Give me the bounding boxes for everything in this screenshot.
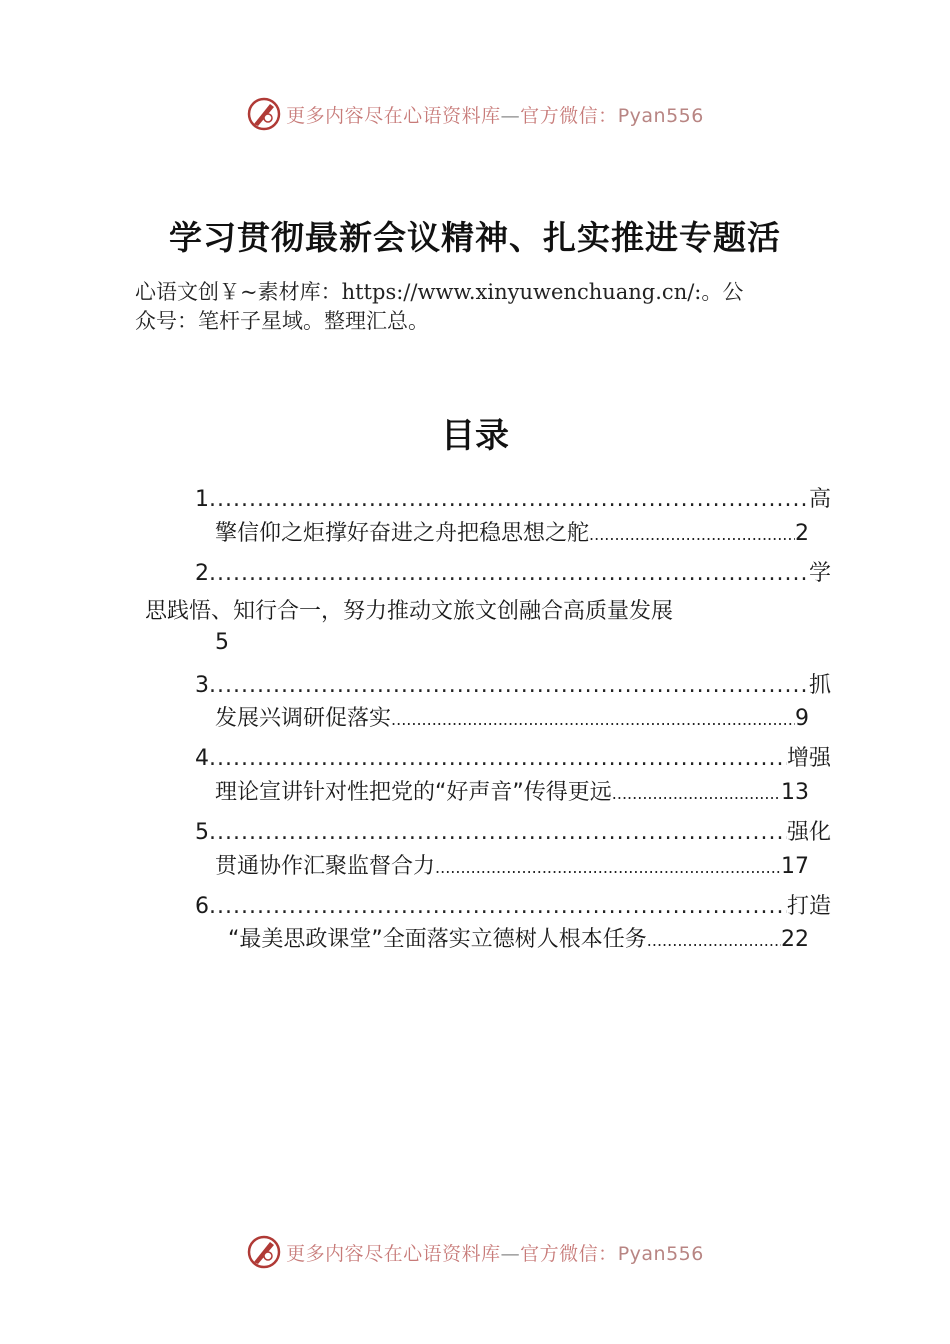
toc-entry-2[interactable] [195, 556, 831, 588]
toc-entry-3-cont[interactable] [215, 701, 809, 733]
toc-entry-5-cont[interactable] [215, 849, 809, 881]
toc-entry-page: 5 [215, 630, 229, 655]
toc-leader [209, 894, 787, 919]
toc-entry-text: 理论宣讲针对性把党的“好声音”传得更远 [215, 780, 612, 805]
toc-entry-text: “最美思政课堂”全面落实立德树人根本任务 [228, 927, 647, 952]
pen-seal-icon [246, 1234, 282, 1270]
toc-entry-4-cont[interactable] [215, 775, 809, 807]
banner-text: 更多内容尽在心语资料库—官方微信：Pyan556 [286, 104, 704, 127]
toc-entry-number: 6 [195, 894, 209, 919]
toc-leader [209, 561, 809, 586]
toc-leader [209, 487, 809, 512]
toc-entry-number: 4 [195, 746, 209, 771]
toc-entry-lead: 打造 [786, 894, 831, 919]
header-banner [0, 94, 950, 134]
source-note [135, 278, 825, 336]
toc-entry-5[interactable] [195, 815, 831, 847]
pen-seal-icon [246, 96, 282, 132]
toc-leader [612, 784, 781, 803]
toc-heading: 目录 [441, 416, 509, 456]
toc-entry-number: 3 [195, 673, 209, 698]
toc-entry-6[interactable] [195, 889, 831, 921]
toc-entry-page: 17 [781, 854, 809, 879]
toc-leader [209, 820, 787, 845]
toc-entry-lead: 增强 [786, 746, 831, 771]
toc-entry-1[interactable] [195, 482, 831, 514]
toc-entry-text: 贯通协作汇聚监督合力 [215, 854, 436, 879]
toc-entry-lead: 高 [808, 487, 831, 512]
toc-entry-page: 9 [795, 706, 809, 731]
toc-entry-number: 2 [195, 561, 209, 586]
toc-leader [435, 858, 781, 877]
source-line-1: 心语文创￥~素材库：https://www.xinyuwenchuang.cn/:。公 [135, 280, 744, 304]
toc-leader [391, 710, 795, 729]
toc-entry-number: 5 [195, 820, 209, 845]
toc-entry-6-cont[interactable] [228, 922, 809, 954]
footer-banner [0, 1232, 950, 1272]
toc-entry-lead: 强化 [786, 820, 831, 845]
toc-entry-lead: 抓 [808, 673, 831, 698]
banner-text: 更多内容尽在心语资料库—官方微信：Pyan556 [286, 1242, 704, 1265]
source-line-2: 众号：笔杆子星域。整理汇总。 [135, 309, 429, 333]
toc-leader [589, 525, 795, 544]
toc-entry-lead: 学 [808, 561, 831, 586]
document-title: 学习贯彻最新会议精神、扎实推进专题活 [169, 218, 781, 257]
toc-entry-page: 13 [781, 780, 809, 805]
toc-leader [647, 931, 781, 950]
toc-entry-1-cont[interactable] [215, 516, 809, 548]
toc-entry-4[interactable] [195, 741, 831, 773]
toc-entry-page: 2 [795, 521, 809, 546]
toc-entry-text[interactable]: 思践悟、知行合一，努力推动文旅文创融合高质量发展 [145, 599, 674, 624]
toc-entry-number: 1 [195, 487, 209, 512]
toc-entry-3[interactable] [195, 668, 831, 700]
toc-entry-text: 发展兴调研促落实 [215, 706, 392, 731]
toc-leader [209, 673, 809, 698]
toc-entry-page: 22 [781, 927, 809, 952]
toc-leader [209, 746, 787, 771]
toc-entry-text: 擎信仰之炬撑好奋进之舟把稳思想之舵 [215, 521, 590, 546]
